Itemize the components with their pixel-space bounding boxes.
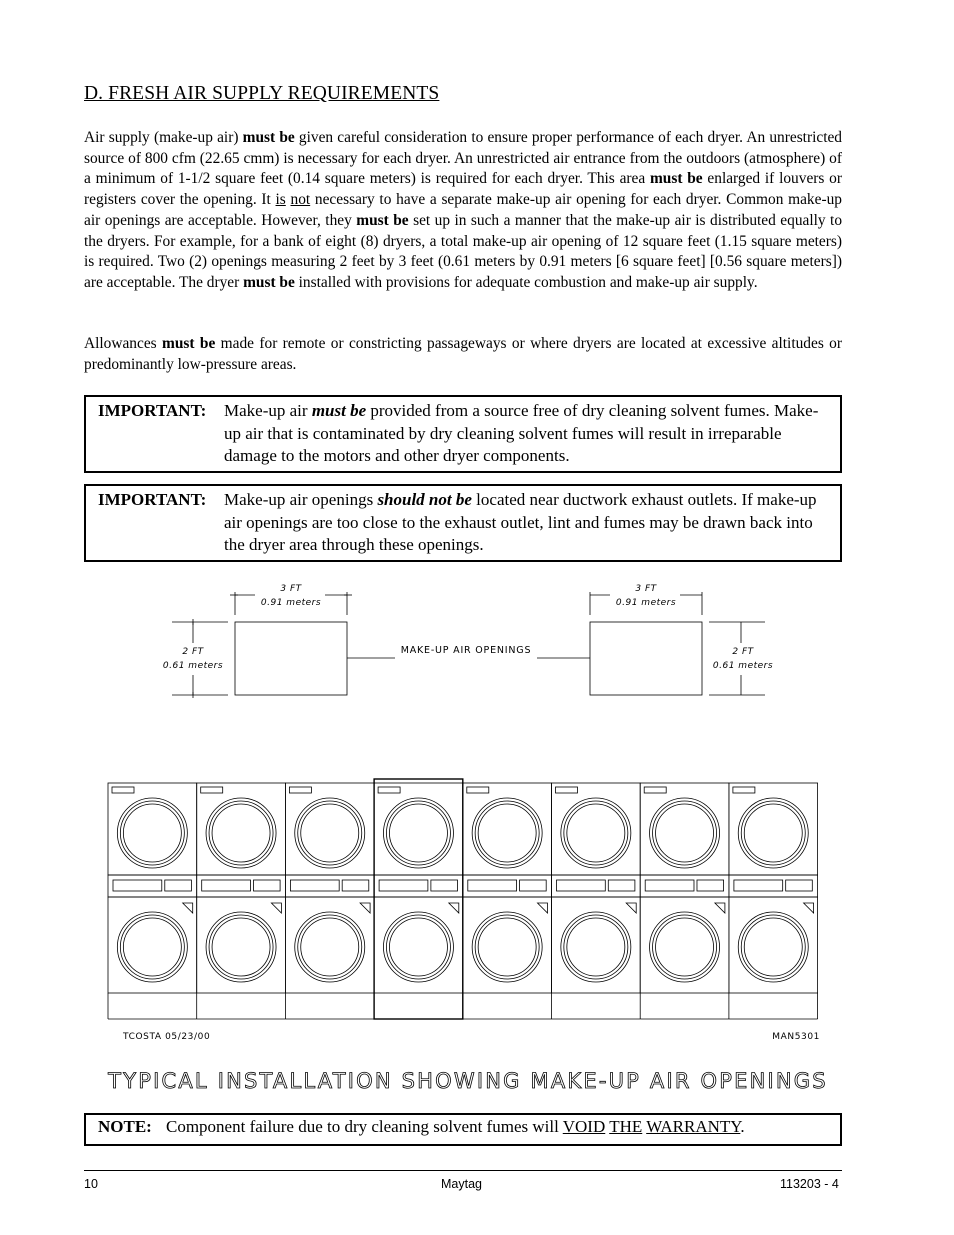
lower-dryer-door: [117, 912, 187, 982]
left-height-m: 0.61 meters: [162, 661, 224, 671]
upper-dryer-window: [123, 804, 181, 862]
important-box-exhaust-outlets: [84, 484, 842, 562]
document-number: 113203 - 4: [780, 1177, 839, 1191]
coin-panel: [113, 880, 162, 891]
important-text: Make-up air must be provided from a source free of dry cleaning solvent fumes. Make-up air that is contaminated by dry cleaning solvent fumes will result in irreparable damage to the motors and other dryer components.: [224, 401, 819, 465]
upper-dryer-window: [656, 804, 714, 862]
lower-dryer-door: [561, 912, 631, 982]
upper-dryer: [640, 783, 729, 875]
paragraph-allowances: Allowances must be made for remote or constricting passageways or where dryers are located at excessive altitudes or predominantly low-pressure areas.: [84, 335, 842, 373]
lower-dryer-door: [206, 912, 276, 982]
footer-divider: [84, 1170, 842, 1171]
lint-panel: [786, 880, 813, 891]
control-strip: [463, 875, 552, 897]
upper-dryer: [552, 783, 641, 875]
upper-dryer-panel: [378, 787, 400, 793]
upper-dryer-panel: [112, 787, 134, 793]
lower-dryer: [374, 897, 463, 993]
right-height-ft: 2 FT: [732, 647, 754, 657]
control-strip: [197, 875, 286, 897]
control-strip: [729, 875, 818, 897]
upper-dryer-panel: [467, 787, 489, 793]
upper-dryer: [285, 783, 374, 875]
upper-dryer-door-inner: [386, 801, 450, 865]
lower-dryer-door: [738, 912, 808, 982]
upper-dryer-door: [295, 798, 365, 868]
lint-panel: [608, 880, 635, 891]
upper-dryer-window: [567, 804, 625, 862]
lower-dryer-latch: [715, 903, 725, 913]
upper-dryer-window: [301, 804, 359, 862]
lower-dryer-window: [567, 918, 625, 976]
lower-dryer-window: [478, 918, 536, 976]
upper-dryer-door: [117, 798, 187, 868]
upper-dryer-door: [383, 798, 453, 868]
lower-dryer-window: [389, 918, 447, 976]
lower-dryer-latch: [183, 903, 193, 913]
coin-panel: [202, 880, 251, 891]
coin-panel: [734, 880, 783, 891]
upper-dryer-window: [744, 804, 802, 862]
upper-dryer-door-inner: [475, 801, 539, 865]
upper-dryer: [729, 783, 818, 875]
lower-dryer-door-inner: [741, 915, 805, 979]
important-text: Make-up air openings should not be located near ductwork exhaust outlets. If make-up air openings are too close to the exhaust outlet, lint and fumes may be drawn back into the dryer area through these openings.: [224, 490, 817, 554]
upper-dryer-door-inner: [653, 801, 717, 865]
upper-dryer-door-inner: [564, 801, 628, 865]
right-opening-rect: [590, 622, 702, 695]
upper-dryer-panel: [201, 787, 223, 793]
lower-dryer-window: [656, 918, 714, 976]
note-text: Component failure due to dry cleaning solvent fumes will VOID THE WARRANTY.: [166, 1117, 745, 1136]
upper-dryer-door: [561, 798, 631, 868]
lower-dryer-door-inner: [564, 915, 628, 979]
lower-dryer-door: [650, 912, 720, 982]
lint-panel: [520, 880, 547, 891]
upper-dryer-door: [472, 798, 542, 868]
control-strip: [640, 875, 729, 897]
upper-dryer-door-inner: [120, 801, 184, 865]
right-width-ft: 3 FT: [635, 584, 657, 594]
coin-panel: [290, 880, 339, 891]
coin-panel: [557, 880, 606, 891]
lint-panel: [253, 880, 280, 891]
lower-dryer-latch: [804, 903, 814, 913]
lower-dryer-door: [383, 912, 453, 982]
upper-dryer-door-inner: [209, 801, 273, 865]
left-width-m: 0.91 meters: [260, 598, 322, 608]
upper-dryer: [463, 783, 552, 875]
control-strip: [108, 875, 197, 897]
installation-drawing: [0, 575, 954, 1095]
lint-panel: [431, 880, 458, 891]
important-label: IMPORTANT:: [98, 490, 207, 509]
upper-dryer-door-inner: [298, 801, 362, 865]
upper-dryer-door-inner: [741, 801, 805, 865]
lower-dryer-window: [301, 918, 359, 976]
footer-brand: Maytag: [441, 1177, 482, 1191]
lower-dryer-window: [212, 918, 270, 976]
left-height-ft: 2 FT: [182, 647, 204, 657]
highlighted-dryer: [374, 779, 463, 1019]
lower-dryer: [197, 897, 286, 993]
drawing-caption: TYPICAL INSTALLATION SHOWING MAKE-UP AIR OPENINGS: [108, 1069, 828, 1093]
upper-dryer: [374, 783, 463, 875]
lower-dryer-latch: [449, 903, 459, 913]
lower-dryer-door-inner: [386, 915, 450, 979]
note-label: NOTE:: [98, 1117, 152, 1136]
upper-dryer-door: [738, 798, 808, 868]
lint-panel: [342, 880, 369, 891]
coin-panel: [645, 880, 694, 891]
drawing-number: MAN5301: [772, 1032, 820, 1042]
lower-dryer-door: [295, 912, 365, 982]
upper-dryer-panel: [644, 787, 666, 793]
lower-dryer: [552, 897, 641, 993]
upper-dryer-window: [478, 804, 536, 862]
upper-dryer-door: [206, 798, 276, 868]
coin-panel: [379, 880, 428, 891]
lower-dryer-window: [123, 918, 181, 976]
lower-dryer: [108, 897, 197, 993]
lower-dryer-door-inner: [209, 915, 273, 979]
lower-dryer: [463, 897, 552, 993]
lower-dryer: [640, 897, 729, 993]
left-width-ft: 3 FT: [280, 584, 302, 594]
lint-panel: [697, 880, 724, 891]
coin-panel: [468, 880, 517, 891]
upper-dryer-panel: [733, 787, 755, 793]
paragraph-air-supply: Air supply (make-up air) must be given careful consideration to ensure proper performance of each dryer. An unrestricted source of 800 cfm (22.65 cmm) is necessary for each dryer. An unrestricted air entrance from the outdoors (atmosphere) of a minimum of 1-1/2 square feet (0.14 square meters) is required for each dryer. This area must be enlarged if louvers or registers cover the opening. It is not necessary to have a separate make-up air opening for each dryer. Common make-up air openings are acceptable. However, they must be set up in such a manner that the make-up air is distributed equally to the dryers. For example, for a bank of eight (8) dryers, a total make-up air opening of 12 square feet (1.15 square meters) is required. Two (2) openings measuring 2 feet by 3 feet (0.61 meters by 0.91 meters [6 square feet] [0.56 square meters]) are acceptable. The dryer must be installed with provisions for adequate combustion and make-up air supply.: [84, 129, 843, 291]
right-height-m: 0.61 meters: [712, 661, 774, 671]
important-box-solvent-fumes: [84, 395, 842, 473]
lower-dryer-latch: [360, 903, 370, 913]
section-heading: D. FRESH AIR SUPPLY REQUIREMENTS: [84, 83, 440, 104]
lower-dryer-door-inner: [120, 915, 184, 979]
upper-dryer-panel: [556, 787, 578, 793]
control-strip: [552, 875, 641, 897]
lower-dryer-latch: [538, 903, 548, 913]
upper-dryer: [197, 783, 286, 875]
dryer-bank: [108, 779, 818, 1019]
upper-dryer-window: [389, 804, 447, 862]
left-opening-rect: [235, 622, 347, 695]
upper-dryer-door: [650, 798, 720, 868]
lower-dryer-door-inner: [653, 915, 717, 979]
center-label: MAKE-UP AIR OPENINGS: [400, 645, 532, 656]
upper-dryer-panel: [289, 787, 311, 793]
lower-dryer-door-inner: [475, 915, 539, 979]
lower-dryer: [729, 897, 818, 993]
lower-dryer-latch: [271, 903, 281, 913]
drafter-stamp: TCOSTA 05/23/00: [123, 1032, 211, 1042]
upper-dryer: [108, 783, 197, 875]
lower-dryer-window: [744, 918, 802, 976]
lower-dryer: [285, 897, 374, 993]
page-number: 10: [84, 1177, 98, 1191]
warranty-note: [84, 1113, 842, 1146]
lint-panel: [165, 880, 192, 891]
important-label: IMPORTANT:: [98, 401, 207, 420]
lower-dryer-door: [472, 912, 542, 982]
control-strip: [374, 875, 463, 897]
right-width-m: 0.91 meters: [615, 598, 677, 608]
lower-dryer-door-inner: [298, 915, 362, 979]
lower-dryer-latch: [626, 903, 636, 913]
upper-dryer-window: [212, 804, 270, 862]
control-strip: [285, 875, 374, 897]
